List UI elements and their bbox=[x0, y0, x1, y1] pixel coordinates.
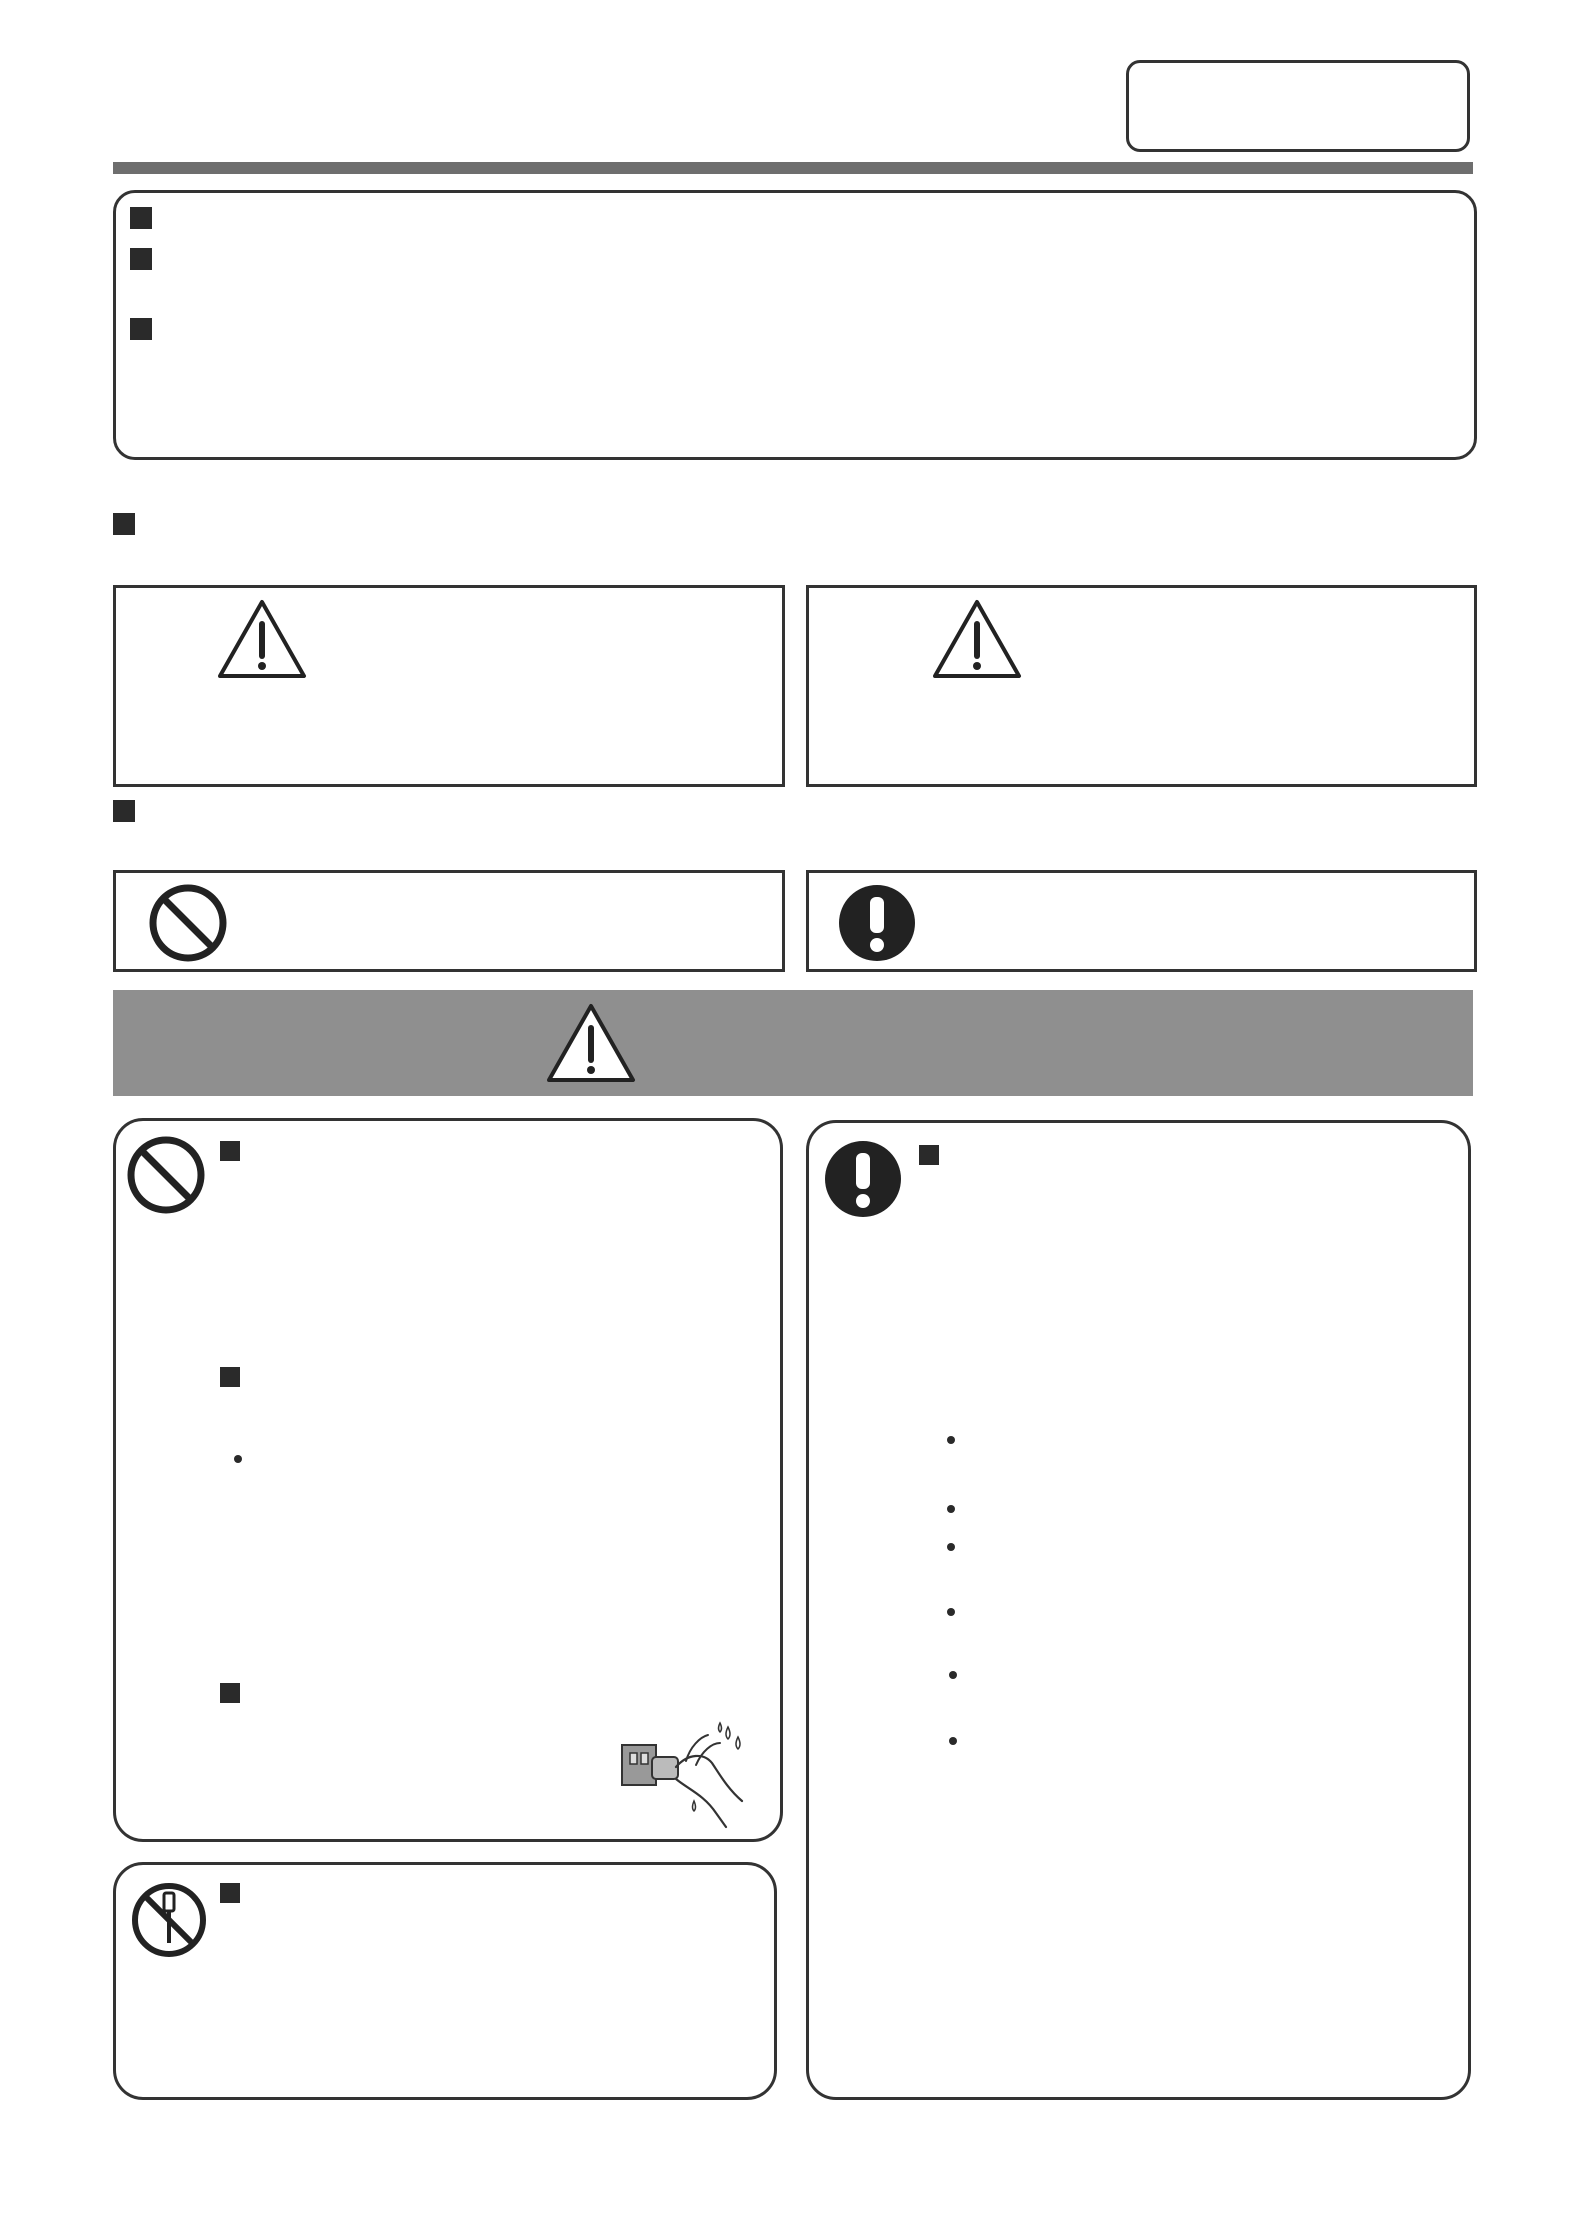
header-rule bbox=[113, 162, 1473, 174]
warning-triangle-icon bbox=[545, 1002, 637, 1084]
item-bullet-3 bbox=[220, 1683, 240, 1703]
right-bullet-dot-1 bbox=[947, 1436, 955, 1444]
item-bullet-5 bbox=[919, 1145, 939, 1165]
right-bullet-dot-5 bbox=[949, 1671, 957, 1679]
header-label-box bbox=[1126, 60, 1470, 152]
warning-banner bbox=[113, 990, 1473, 1096]
item-bullet-2 bbox=[220, 1367, 240, 1387]
warning-triangle-icon bbox=[216, 598, 308, 680]
meaning-heading-bullet bbox=[113, 513, 135, 535]
mandatory-exclamation-icon bbox=[823, 1139, 903, 1219]
intro-bullet-2 bbox=[130, 248, 152, 270]
intro-box bbox=[113, 190, 1477, 460]
prohibited-icon bbox=[126, 1135, 206, 1215]
warning-triangle-icon bbox=[931, 598, 1023, 680]
sub-bullet-dot bbox=[234, 1455, 242, 1463]
prohibited-items-panel bbox=[113, 1118, 783, 1842]
no-disassembly-icon bbox=[130, 1881, 208, 1959]
right-bullet-dot-4 bbox=[947, 1608, 955, 1616]
prohibited-icon bbox=[148, 883, 228, 963]
prohibited-symbol-box bbox=[113, 870, 785, 972]
mandatory-exclamation-icon bbox=[837, 883, 917, 963]
wet-hands-plug-icon bbox=[616, 1723, 746, 1827]
right-bullet-dot-2 bbox=[947, 1505, 955, 1513]
mandatory-symbol-box bbox=[806, 870, 1477, 972]
no-disassembly-panel bbox=[113, 1862, 777, 2100]
caution-definition-box bbox=[806, 585, 1477, 787]
right-bullet-dot-6 bbox=[949, 1737, 957, 1745]
warning-definition-box bbox=[113, 585, 785, 787]
item-bullet-4 bbox=[220, 1883, 240, 1903]
symbol-heading-bullet bbox=[113, 800, 135, 822]
intro-bullet-3 bbox=[130, 318, 152, 340]
intro-bullet-1 bbox=[130, 207, 152, 229]
item-bullet-1 bbox=[220, 1141, 240, 1161]
mandatory-items-panel bbox=[806, 1120, 1471, 2100]
right-bullet-dot-3 bbox=[947, 1543, 955, 1551]
